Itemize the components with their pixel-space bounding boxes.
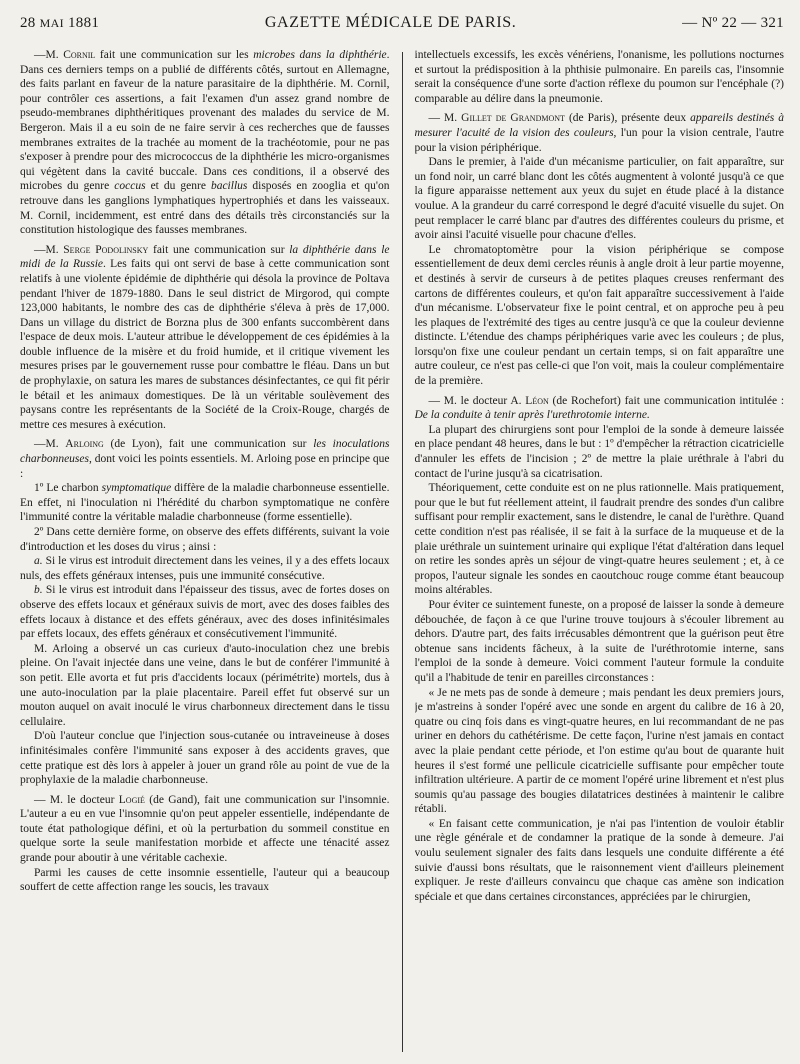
left-column	[20, 48, 390, 1058]
journal-title: GAZETTE MÉDICALE DE PARIS.	[264, 14, 517, 31]
paragraph: M. Arloing a observé un cas curieux d'auto-inoculation chez une brebis pleine. On l'avait injectée dans une veine, dans le but de conférer l'immunité à son petit. Elle avorta et fut pris d'accidents locaux (périmétrite) mortels, dus à une auto-inoculation par la plaie placentaire. Pareil effet fut observé sur un mouton auquel on avait inoculé le virus charbonneux directement dans le tissu cellulaire.	[20, 642, 390, 728]
paragraph: intellectuels excessifs, les excès vénériens, l'onanisme, les pollutions nocturnes et surtout la prédisposition à la phthisie pulmonaire. En pareils cas, l'insomnie serait la conséquence d'une sorte d'action réflexe du poumon sur l'encéphale (?) comparable au délire dans la pneumonie.	[414, 49, 785, 105]
paragraph: « Je ne mets pas de sonde à demeure ; mais pendant les deux premiers jours, je m'astreins à sonder l'opéré avec une sonde en argent du calibre de 16 à 20, quatre ou cinq fois dans es vingt-quatre heures, en lui recommandant de ne pas uriner en dehors du cathétérisme. De cette façon, l'urine n'est jamais en contact avec la plaie pendant cette période, et l'on estime qu'au bout de quarante huit heures il s'est formé une pellicule cicatricielle suffisante pour empêcher toute infiltration ultérieure. A partir de ce moment l'opéré urine librement et n'est plus soumis qu'au passage des bougies dilatatrices destinées à maintenir le calibre rétabli.	[414, 686, 785, 816]
column-divider	[402, 52, 403, 1052]
paragraph: Pour éviter ce suintement funeste, on a proposé de laisser la sonde à demeure débouchée, de façon à ce que l'urine trouve toujours à s'écouler librement au dehors. D'autre part, des faits irrécusables démontrent que la guérison peut être obtenue sans incidents fâcheux, à la suite de l'uréthrotomie interne, sans l'emploi de la sonde à demeure. Voici comment l'auteur formule la conduite qu'il a l'habitude de tenir en pareilles circonstances :	[414, 598, 785, 684]
paragraph: Dans le premier, à l'aide d'un mécanisme particulier, on fait apparaître, sur un fond noir, un carré blanc dont les côtés augmentent à volonté jusqu'à ce que la figure apparaisse nettement aux yeux du sujet en étude placé à la distance voulue. A la grandeur du carré correspond le degré d'acuité visuelle du sujet. On peut remplacer le carré blanc par d'autres des différentes couleurs du prisme, et avoir ainsi l'acuité visuelle pour chacune d'elles.	[414, 156, 785, 242]
paragraph: a. Si le virus est introduit directement dans les veines, il y a des effets locaux nuls, des effets généraux intenses, puis une immunité consécutive.	[20, 555, 390, 582]
paragraph: —M. Cornil fait une communication sur les microbes dans la diphthérie. Dans ces derniers temps on a publié de différents côtés, surtout en Allemagne, des faits parlant en faveur de la nature parasitaire de la diphthérie. M. Cornil, pour contrôler ces assertions, a fait l'examen d'un assez grand nombre de pseudo-membranes diphthéritiques provenant des malades du service de M. Bergeron. Mais il a eu soin de ne faire servir à ces recherches que de fausses membranes extraites de la trachée au moment de la trachéotomie, pour ne pas s'exposer à prendre pour des micrococcus de la diphthérie les micro-organismes qui végètent dans la cavité buccale. Dans ces conditions, il a observé des microbes du genre coccus et du genre bacillus disposés en zooglia et qu'on retrouve dans les ganglions lymphatiques hypertrophiés et dans les vaisseaux. M. Cornil, incidemment, est entré dans des détails très circonstanciés sur la constitution histologique des fausses membranes.	[20, 49, 390, 237]
header-date: 28 MAI 1881	[20, 15, 100, 31]
paragraph: b. Si le virus est introduit dans l'épaisseur des tissus, avec de fortes doses on observe des effets locaux et généraux suivis de mort, avec des doses faibles des effets locaux à distance et des effets généraux, avec des doses infinitésimales par effets locaux, des effets généraux et consécutivement l'immunité.	[20, 584, 390, 641]
paragraph: La plupart des chirurgiens sont pour l'emploi de la sonde à demeure laissée en place pendant 48 heures, dans le but : 1º d'empêcher la rétraction cicatricielle d'annuler les effets de l'incision ; 2º de mettre la plaie uréthrale à l'abri du contact de l'urine jusqu'à sa cicatrisation.	[414, 423, 785, 480]
paragraph: — M. Gillet de Grandmont (de Paris), présente deux appareils destinés à mesurer l'acuité de la vision des couleurs, l'un pour la vision centrale, l'autre pour la vision périphérique.	[414, 112, 785, 154]
paragraph: Le chromatoptomètre pour la vision périphérique se compose essentiellement de deux demi cercles réunis à angle droit à leur partie moyenne, et destinés à servir de curseurs à de petites plaques creuses renfermant des cartons de différentes couleurs, et qu'on fait apparaître successivement à l'aide d'un mécanisme. L'observateur fixe le point central, et on approche peu à peu les plaques de l'extrémité des tiges au centre jusqu'à ce que la couleur devienne distincte. L'étendue des champs périphériques varie avec les couleurs ; de plus, lorsqu'on fixe une couleur pendant un certain temps, si on fait apparaître une autre couleur, ce n'est pas celle-ci que l'on voit, mais la couleur complémentaire de la première.	[414, 243, 785, 388]
paragraph: D'où l'auteur conclue que l'injection sous-cutanée ou intraveineuse à doses infinitésimales confère l'immunité sans exposer à des accidents graves, que cette pratique est dès lors à appeler à jouer un grand rôle au point de vue de la prophylaxie de la maladie charbonneuse.	[20, 730, 390, 787]
paragraph: Parmi les causes de cette insomnie essentielle, l'auteur qui a beaucoup souffert de cette affection range les soucis, les travaux	[20, 866, 390, 894]
paragraph: 1º Le charbon symptomatique diffère de la maladie charbonneuse essentielle. En effet, ni l'inoculation ni l'hérédité du charbon symptomatique ne confère l'immunité contre la véritable maladie charbonneuse (forme essentielle).	[20, 482, 390, 524]
text-columns	[20, 48, 784, 1058]
paragraph: — M. le docteur Logié (de Gand), fait une communication sur l'insomnie. L'auteur a eu en vue l'insomnie qu'on peut appeler essentielle, indépendante de toute état pathologique défini, et où la perturbation du sommeil constitue en quelque sorte la seule manifestation morbide et affecte une ténacité assez grande pour aboutir à une véritable cachexie.	[20, 793, 390, 865]
paragraph: 2º Dans cette dernière forme, on observe des effets différents, suivant la voie d'introduction et les doses du virus ; ainsi :	[20, 526, 390, 553]
page-header	[20, 14, 784, 40]
issue-page-number: — Nº 22 — 321	[682, 15, 784, 31]
paragraph: —M. Serge Podolinsky fait une communication sur la diphthérie dans le midi de la Russie. Les faits qui ont servi de base à cette communication sont relatifs à une violente épidémie de diphthérie qui désola la province de Poltava pendant l'hiver de 1879-1880. Dans le seul district de Mirgorod, qui compte 123,000 habitants, le nombre des cas de diphthérie s'éleva à près de 17,000. Dans un village du district de Borzna plus de 300 enfants succombèrent dans l'espace de deux mois. L'auteur attribue le développement de ces épidémies à la double influence de la misère et du froid humide, et il critique vivement les mesures prises par le gouvernement russe pour combattre le fléau. Dans un but de prophylaxie, on satura les mares de substances désinfectantes, ce qui fit périr le bétail et les animaux domestiques. De là un véritable soulèvement des paysans contre les représentants de la Société de la Croix-Rouge, chargés de mettre ces mesures à exécution.	[20, 243, 390, 431]
paragraph: — M. le docteur A. Léon (de Rochefort) fait une communication intitulée : De la conduite à tenir après l'urethrotomie interne.	[414, 394, 785, 422]
paragraph: « En faisant cette communication, je n'ai pas l'intention de vouloir établir une règle générale et de condamner la pratique de la sonde à demeure. J'ai voulu seulement signaler des faits dans lesquels une conduite différente a été suivie d'aussi bons résultats, que le raisonnement vient d'ailleurs pleinement expliquer. Je reste d'ailleurs convaincu que chaque cas amène son indication spéciale et que dans certaines circonstances, appréciées par le chirurgien,	[414, 817, 785, 903]
paragraph: —M. Arloing (de Lyon), fait une communication sur les inoculations charbonneuses, dont voici les points essentiels. M. Arloing pose en principe que :	[20, 438, 390, 480]
right-column	[415, 48, 785, 1058]
paragraph: Théoriquement, cette conduite est on ne plus rationnelle. Mais pratiquement, pour que le but fut réellement atteint, il faudrait prendre des sondes d'un calibre suffisant pour remplir exactement, sans le distendre, le canal de l'urèthre. Quand cette condition n'est pas réalisée, il se fait à la surface de la muqueuse et de la plaie uréthrale un suintement urinaire qui explique l'état d'altération dans lequel on retire les sondes après un séjour de vingt-quatre heures seulement ; et, à ce propos, l'auteur signale les sondes en caoutchouc rouge comme étant beaucoup moins altérables.	[414, 482, 785, 597]
